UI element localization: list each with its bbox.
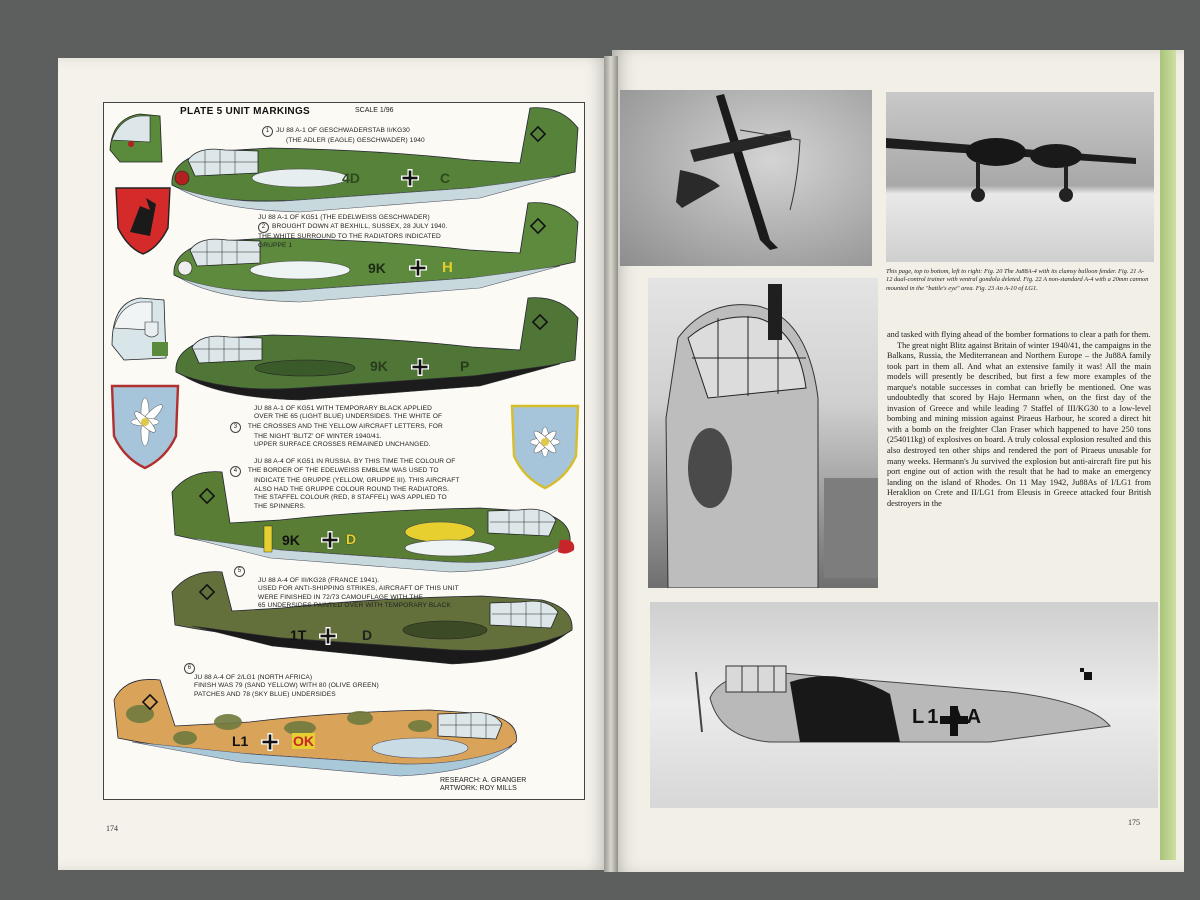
right-page-number: 175	[1128, 818, 1140, 827]
photo-aircraft-code: L1 AA	[912, 706, 985, 728]
caption-1-line: JU 88 A-1 OF GESCHWADERSTAB II/KG30	[276, 127, 410, 134]
edelweiss-emblem-icon	[112, 386, 178, 468]
caption-4-line: JU 88 A-4 OF KG51 IN RUSSIA. BY THIS TIME THE COLOUR OF	[254, 458, 456, 465]
caption-3-line: UPPER SURFACE CROSSES REMAINED UNCHANGED.	[254, 441, 431, 449]
aircraft-code-6-right: OK	[293, 733, 314, 749]
caption-6-line: FINISH WAS 79 (SAND YELLOW) WITH 80 (OLIVE GREEN)	[194, 682, 379, 690]
caption-1-number: 1	[262, 126, 273, 137]
caption-4-line: THE SPINNERS.	[254, 502, 306, 510]
caption-2-line: GRUPPE 1	[258, 241, 293, 249]
caption-5-line: JU 88 A-4 OF III/KG28 (FRANCE 1941).	[258, 577, 380, 584]
artwork-credit: ARTWORK: ROY MILLS	[440, 785, 517, 792]
left-page-number: 174	[106, 824, 118, 833]
aircraft-code-3-right: P	[460, 358, 470, 374]
caption-5-number: 5	[234, 566, 245, 577]
eagle-emblem-icon	[116, 188, 170, 254]
body-text	[887, 330, 1151, 509]
plate-title: PLATE 5 UNIT MARKINGS	[180, 106, 311, 117]
caption-1-line: (THE ADLER (EAGLE) GESCHWADER) 1940	[286, 137, 425, 144]
aircraft-code-2-right: H	[442, 259, 453, 276]
photo-fig-22	[648, 278, 878, 588]
caption-3	[230, 405, 510, 450]
caption-3-line: THE NIGHT 'BLITZ' OF WINTER 1940/41.	[254, 432, 382, 440]
caption-4-line: ALSO HAD THE GRUPPE COLOUR ROUND THE RADIATORS.	[254, 485, 450, 493]
edelweiss-emblem-yellow-icon	[512, 406, 578, 488]
caption-6	[184, 663, 444, 699]
caption-6-line: JU 88 A-4 OF 2/LG1 (NORTH AFRICA)	[194, 674, 313, 681]
aircraft-1	[172, 108, 578, 212]
aircraft-code-1-right: C	[440, 170, 451, 186]
photo-fig-21	[886, 92, 1154, 262]
aircraft-code-1-left: 4D	[342, 170, 360, 186]
caption-4	[230, 458, 520, 511]
caption-5-line: WERE FINISHED IN 72/73 CAMOUFLAGE WITH THE	[258, 593, 423, 601]
photo-fig-23	[650, 602, 1158, 808]
aircraft-code-3-left: 9K	[370, 358, 388, 374]
caption-1	[262, 126, 512, 145]
caption-6-number: 6	[184, 663, 195, 674]
aircraft-code-5-left: 1T	[290, 627, 307, 643]
caption-6-line: PATCHES AND 78 (SKY BLUE) UNDERSIDES	[194, 690, 336, 698]
caption-5	[234, 566, 524, 611]
body-paragraph: and tasked with flying ahead of the bomber formations to clear a path for them.	[887, 330, 1151, 339]
plate-scale: SCALE 1/96	[355, 107, 394, 114]
photo-caption: This page, top to bottom, left to right: Fig. 20 The Ju88A-4 with its clumsy balloon fender. Fig. 21 A-12 dual-control trainer with ventral gondola deleted. Fig. 22 A non-standard A-4 with a 20mm cannon mounted in the "battle's eye" area. Fig. 23 An A-10 of LG1.	[886, 268, 1149, 292]
caption-2-line: THE WHITE SURROUND TO THE RADIATORS INDICATED	[258, 233, 441, 241]
aircraft-3	[176, 298, 578, 400]
aircraft-code-5-right: D	[362, 627, 373, 643]
plate-credits	[440, 777, 526, 793]
research-credit: RESEARCH: A. GRANGER	[440, 777, 527, 784]
aircraft-code-6-left: L1	[232, 733, 249, 749]
aircraft-code-4-left: 9K	[282, 532, 300, 548]
nose-detail-2	[112, 298, 168, 360]
nose-detail-1	[110, 114, 162, 162]
caption-5-line: 65 UNDERSIDES PAINTED OVER WITH TEMPORARY BLACK	[258, 602, 451, 610]
caption-3-line: OVER THE 65 (LIGHT BLUE) UNDERSIDES. THE WHITE OF	[254, 413, 443, 421]
caption-4-line: THE BORDER OF THE EDELWEISS EMBLEM WAS USED TO	[247, 467, 439, 475]
body-paragraph: The great night Blitz against Britain of winter 1940/41, the campaigns in the Balkans, Russia, the Mediterranean and Northern Europe – the Ju88A family took part in them all. And what an extensive family it was! All the main models will presently be described, but first a few more examples of the marque's notable successes in combat can briefly be mentioned. One was undoubtedly that scored by Hajo Hermann when, on the first day of the invasion of Greece and while leading 7 Staffel of III/KG30 to a low-level bombing and mining mission against Piraeus Harbour, he scored a direct hit with a bomb on the freighter Clan Fraser which happened to have 250 tons (254011kg) of explosives on board. A truly colossal explosion resulted and this also destroyed ten other ships and rendered the port of Piraeus unusable for many weeks. Hermann's Ju survived the explosion but anti-aircraft fire put his port engine out of action with the result that he had to make an emergency landing on the island of Rhodes. On 11 May 1942, Ju88As of I/LG1 from Heraklion on Crete and II/LG1 from Eleusis in Greece attacked four British destroyers in the	[887, 340, 1151, 508]
caption-3-line: JU 88 A-1 OF KG51 WITH TEMPORARY BLACK APPLIED	[254, 405, 432, 412]
caption-2	[258, 214, 528, 250]
caption-3-number: 3	[230, 422, 241, 433]
caption-3-line: THE CROSSES AND THE YELLOW AIRCRAFT LETTERS, FOR	[247, 422, 443, 430]
caption-2-line: BROUGHT DOWN AT BEXHILL, SUSSEX, 28 JULY 1940.	[272, 223, 448, 231]
caption-4-line: INDICATE THE GRUPPE (YELLOW, GRUPPE III). THIS AIRCRAFT	[254, 477, 460, 485]
caption-2-number: 2	[258, 222, 269, 233]
aircraft-code-4-right: D	[346, 531, 357, 547]
photo-fig-20	[620, 90, 872, 266]
caption-4-number: 4	[230, 466, 241, 477]
aircraft-code-2-left: 9K	[368, 260, 386, 276]
caption-4-line: THE STAFFEL COLOUR (RED, 8 STAFFEL) WAS APPLIED TO	[254, 494, 447, 502]
caption-2-line: JU 88 A-1 OF KG51 (THE EDELWEISS GESCHWADER)	[258, 214, 430, 221]
caption-5-line: USED FOR ANTI-SHIPPING STRIKES, AIRCRAFT OF THIS UNIT	[258, 585, 459, 593]
